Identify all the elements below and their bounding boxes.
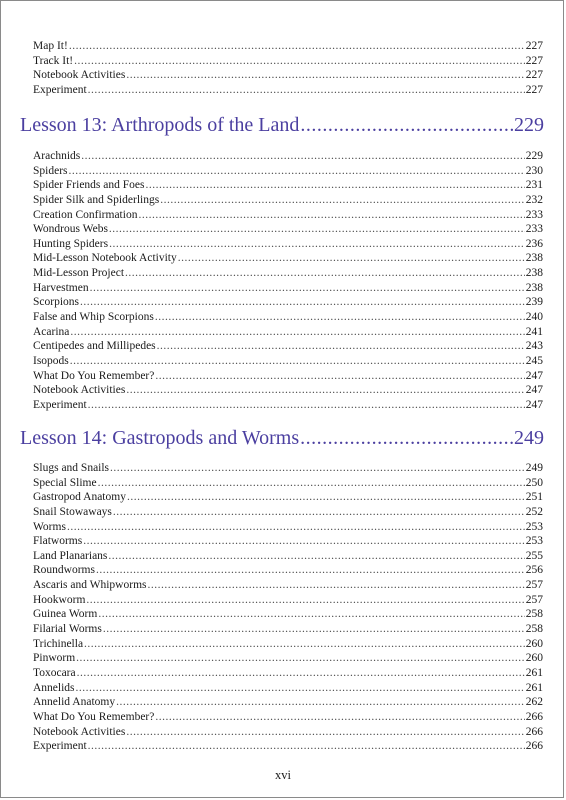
toc-entry-page: 261 bbox=[525, 681, 543, 694]
toc-entry[interactable] bbox=[33, 39, 543, 54]
leader-dots bbox=[300, 426, 513, 450]
toc-entry-label: What Do You Remember? bbox=[33, 369, 155, 382]
toc-entry-label: Slugs and Snails bbox=[33, 462, 110, 474]
toc-entry-page: 233 bbox=[525, 223, 543, 236]
leader-dots bbox=[178, 251, 525, 266]
leader-dots bbox=[160, 193, 525, 208]
toc-entry-page: 251 bbox=[525, 491, 543, 504]
toc-block-continued bbox=[33, 39, 543, 98]
toc-entry[interactable] bbox=[33, 149, 543, 164]
leader-dots bbox=[69, 164, 525, 179]
lesson-page: 229 bbox=[514, 114, 544, 136]
toc-entry-label: Mid-Lesson Project bbox=[33, 267, 125, 280]
toc-entry-label: Hunting Spiders bbox=[33, 237, 109, 250]
toc-entry-page: 238 bbox=[525, 281, 543, 294]
leader-dots bbox=[76, 651, 525, 666]
toc-entry[interactable] bbox=[33, 563, 543, 578]
toc-entry-label: Notebook Activities bbox=[33, 69, 126, 82]
toc-entry[interactable] bbox=[33, 54, 543, 69]
toc-entry-page: 252 bbox=[525, 505, 543, 518]
toc-entry[interactable] bbox=[33, 549, 543, 564]
toc-entry-label: Annelid Anatomy bbox=[33, 696, 116, 709]
toc-entry-page: 233 bbox=[525, 208, 543, 221]
leader-dots bbox=[116, 695, 525, 710]
toc-entry[interactable] bbox=[33, 637, 543, 652]
toc-entry[interactable] bbox=[33, 164, 543, 179]
leader-dots bbox=[70, 325, 524, 340]
page-number: xvi bbox=[275, 768, 291, 782]
toc-entry-page: 258 bbox=[525, 623, 543, 636]
toc-entry-label: Creation Confirmation bbox=[33, 208, 138, 221]
leader-dots bbox=[96, 563, 525, 578]
toc-entry-label: Isopods bbox=[33, 354, 69, 367]
toc-entry-label: Special Slime bbox=[33, 476, 97, 489]
toc-entry-label: Experiment bbox=[33, 83, 87, 96]
lesson-title: Lesson 13: Arthropods of the Land bbox=[20, 114, 300, 136]
toc-entry-page: 261 bbox=[525, 666, 543, 679]
toc-entry-page: 243 bbox=[525, 340, 543, 353]
toc-entry-label: Track It! bbox=[33, 54, 74, 67]
toc-entry[interactable] bbox=[33, 208, 543, 223]
toc-entry-page: 266 bbox=[525, 725, 543, 738]
toc-entry[interactable] bbox=[33, 695, 543, 710]
toc-entry[interactable] bbox=[33, 490, 543, 505]
toc-entry-page: 240 bbox=[525, 311, 543, 324]
toc-entry-label: Filarial Worms bbox=[33, 623, 102, 636]
toc-entry[interactable] bbox=[33, 520, 543, 535]
toc-entry-page: 231 bbox=[525, 179, 543, 192]
toc-entry-page: 238 bbox=[525, 252, 543, 265]
toc-entry-page: 245 bbox=[525, 354, 543, 367]
toc-entry-label: Worms bbox=[33, 520, 66, 533]
toc-entry[interactable] bbox=[33, 68, 543, 83]
leader-dots bbox=[88, 739, 525, 754]
leader-dots bbox=[80, 295, 525, 310]
toc-entry-page: 238 bbox=[525, 267, 543, 280]
lesson-13-entries bbox=[33, 149, 543, 413]
toc-entry[interactable] bbox=[33, 476, 543, 491]
toc-entry-label: Hookworm bbox=[33, 593, 86, 606]
toc-entry-label: Guinea Worm bbox=[33, 608, 98, 621]
toc-entry-page: 229 bbox=[525, 150, 543, 162]
leader-dots bbox=[70, 354, 525, 369]
toc-entry-label: Spider Friends and Foes bbox=[33, 179, 145, 192]
toc-entry[interactable] bbox=[33, 710, 543, 725]
toc-entry-page: 227 bbox=[525, 83, 543, 96]
leader-dots bbox=[84, 637, 525, 652]
leader-dots bbox=[81, 149, 524, 164]
toc-entry-label: Experiment bbox=[33, 740, 87, 753]
toc-entry-label: Experiment bbox=[33, 398, 87, 411]
toc-entry-page: 253 bbox=[525, 535, 543, 548]
toc-entry-label: Notebook Activities bbox=[33, 384, 126, 397]
toc-entry-page: 262 bbox=[525, 696, 543, 709]
toc-entry[interactable] bbox=[33, 725, 543, 740]
lesson-page: 249 bbox=[514, 427, 544, 449]
leader-dots bbox=[300, 113, 513, 137]
toc-entry[interactable] bbox=[33, 237, 543, 252]
leader-dots bbox=[67, 520, 525, 535]
leader-dots bbox=[83, 534, 525, 549]
leader-dots bbox=[98, 607, 524, 622]
leader-dots bbox=[77, 666, 525, 681]
toc-entry[interactable] bbox=[33, 383, 543, 398]
leader-dots bbox=[155, 310, 525, 325]
toc-entry-label: Wondrous Webs bbox=[33, 223, 108, 236]
toc-entry-page: 258 bbox=[525, 608, 543, 621]
leader-dots bbox=[110, 461, 525, 476]
leader-dots bbox=[86, 593, 524, 608]
toc-entry[interactable] bbox=[33, 251, 543, 266]
toc-entry-page: 260 bbox=[525, 652, 543, 665]
leader-dots bbox=[90, 281, 525, 296]
toc-entry[interactable] bbox=[33, 295, 543, 310]
toc-entry[interactable] bbox=[33, 534, 543, 549]
toc-entry-page: 232 bbox=[525, 193, 543, 206]
leader-dots bbox=[88, 83, 525, 98]
leader-dots bbox=[126, 68, 524, 83]
leader-dots bbox=[127, 490, 525, 505]
leader-dots bbox=[126, 725, 524, 740]
toc-entry-page: 230 bbox=[525, 164, 543, 177]
toc-entry[interactable] bbox=[33, 266, 543, 281]
leader-dots bbox=[138, 208, 524, 223]
toc-entry-label: Toxocara bbox=[33, 666, 76, 679]
toc-entry[interactable] bbox=[33, 354, 543, 369]
toc-entry[interactable] bbox=[33, 222, 543, 237]
toc-entry-label: Spider Silk and Spiderlings bbox=[33, 193, 160, 206]
toc-entry[interactable] bbox=[33, 461, 543, 476]
toc-entry-page: 266 bbox=[525, 710, 543, 723]
leader-dots bbox=[113, 505, 525, 520]
leader-dots bbox=[155, 369, 524, 384]
toc-entry-label: Spiders bbox=[33, 164, 68, 177]
leader-dots bbox=[157, 339, 525, 354]
leader-dots bbox=[109, 237, 525, 252]
toc-entry-page: 227 bbox=[525, 40, 543, 52]
leader-dots bbox=[69, 39, 525, 54]
toc-entry-page: 247 bbox=[525, 398, 543, 411]
leader-dots bbox=[109, 222, 525, 237]
lesson-14-entries bbox=[33, 461, 543, 754]
toc-entry-label: Notebook Activities bbox=[33, 725, 126, 738]
toc-entry[interactable] bbox=[33, 281, 543, 296]
toc-entry[interactable] bbox=[33, 681, 543, 696]
toc-entry-page: 247 bbox=[525, 369, 543, 382]
toc-entry-label: Scorpions bbox=[33, 296, 79, 309]
toc-entry-label: False and Whip Scorpions bbox=[33, 311, 154, 324]
leader-dots bbox=[74, 54, 525, 69]
leader-dots bbox=[148, 578, 525, 593]
toc-entry-page: 256 bbox=[525, 564, 543, 577]
toc-entry-label: Centipedes and Millipedes bbox=[33, 340, 156, 353]
toc-entry-label: Gastropod Anatomy bbox=[33, 491, 126, 504]
toc-entry-page: 249 bbox=[525, 462, 543, 474]
toc-entry-label: Map It! bbox=[33, 40, 68, 52]
toc-entry-page: 260 bbox=[525, 637, 543, 650]
lesson-13-heading[interactable] bbox=[20, 113, 544, 137]
toc-entry[interactable] bbox=[33, 607, 543, 622]
toc-entry-page: 236 bbox=[525, 237, 543, 250]
toc-entry-label: Roundworms bbox=[33, 564, 95, 577]
leader-dots bbox=[108, 549, 524, 564]
toc-entry[interactable] bbox=[33, 193, 543, 208]
toc-entry-label: Snail Stowaways bbox=[33, 505, 112, 518]
toc-entry-label: Flatworms bbox=[33, 535, 83, 548]
leader-dots bbox=[88, 398, 525, 413]
toc-entry[interactable] bbox=[33, 505, 543, 520]
lesson-14-heading[interactable] bbox=[20, 426, 544, 450]
toc-entry-label: Mid-Lesson Notebook Activity bbox=[33, 252, 177, 265]
toc-entry-label: Acarina bbox=[33, 325, 70, 338]
toc-entry-label: What Do You Remember? bbox=[33, 710, 155, 723]
toc-entry-page: 257 bbox=[525, 579, 543, 592]
toc-entry[interactable] bbox=[33, 739, 543, 754]
leader-dots bbox=[98, 476, 525, 491]
leader-dots bbox=[126, 383, 524, 398]
toc-entry[interactable] bbox=[33, 83, 543, 98]
leader-dots bbox=[125, 266, 525, 281]
toc-entry[interactable] bbox=[33, 622, 543, 637]
toc-entry-page: 266 bbox=[525, 740, 543, 753]
toc-entry-page: 247 bbox=[525, 384, 543, 397]
toc-entry-page: 253 bbox=[525, 520, 543, 533]
toc-entry-label: Land Planarians bbox=[33, 549, 108, 562]
toc-entry[interactable] bbox=[33, 398, 543, 413]
toc-entry[interactable] bbox=[33, 666, 543, 681]
toc-entry[interactable] bbox=[33, 310, 543, 325]
toc-entry-page: 239 bbox=[525, 296, 543, 309]
leader-dots bbox=[103, 622, 525, 637]
toc-entry-page: 241 bbox=[525, 325, 543, 338]
toc-entry-page: 250 bbox=[525, 476, 543, 489]
toc-entry[interactable] bbox=[33, 369, 543, 384]
lesson-title: Lesson 14: Gastropods and Worms bbox=[20, 427, 300, 449]
toc-entry[interactable] bbox=[33, 325, 543, 340]
toc-entry-page: 255 bbox=[525, 549, 543, 562]
toc-entry[interactable] bbox=[33, 339, 543, 354]
toc-entry[interactable] bbox=[33, 651, 543, 666]
toc-entry-label: Trichinella bbox=[33, 637, 84, 650]
toc-entry-page: 257 bbox=[525, 593, 543, 606]
toc-entry[interactable] bbox=[33, 593, 543, 608]
toc-entry-label: Arachnids bbox=[33, 150, 81, 162]
leader-dots bbox=[145, 178, 524, 193]
leader-dots bbox=[155, 710, 524, 725]
toc-entry-label: Pinworm bbox=[33, 652, 76, 665]
toc-entry[interactable] bbox=[33, 578, 543, 593]
toc-entry-label: Ascaris and Whipworms bbox=[33, 579, 147, 592]
toc-entry[interactable] bbox=[33, 178, 543, 193]
toc-entry-page: 227 bbox=[525, 69, 543, 82]
toc-entry-label: Harvestmen bbox=[33, 281, 89, 294]
toc-entry-label: Annelids bbox=[33, 681, 75, 694]
toc-entry-page: 227 bbox=[525, 54, 543, 67]
leader-dots bbox=[76, 681, 525, 696]
